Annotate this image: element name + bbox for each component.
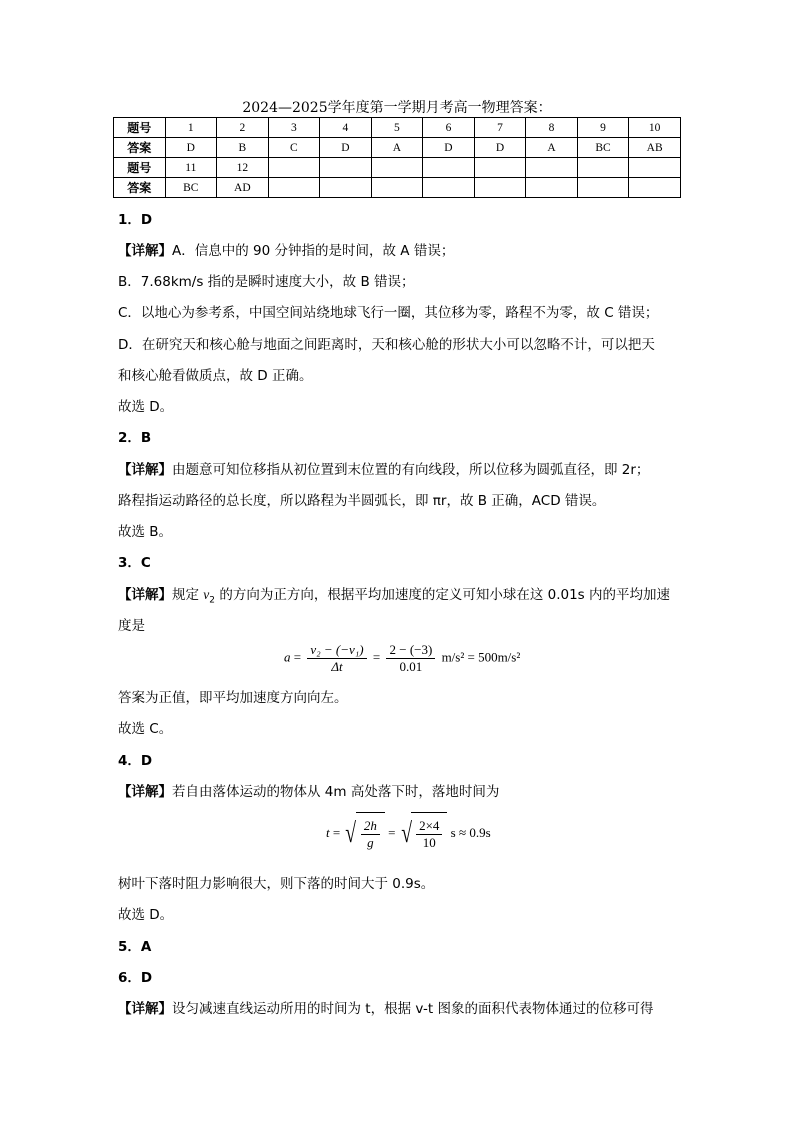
table-cell: [371, 178, 423, 198]
v-symbol: v: [203, 587, 210, 602]
sqrt-2: [399, 812, 448, 856]
fraction-1-den: Δt: [331, 659, 343, 674]
q3-1b-text: 的方向为正方向，根据平均加速度的定义可知小球在这 0.01s 内的平均加速: [215, 587, 670, 603]
fraction-1-num: v₂ − (−v₁): [307, 642, 366, 659]
formula-tail: s ≈ 0.9s: [450, 824, 491, 840]
q1-heading: 1．D: [118, 212, 153, 228]
table-cell: 9: [577, 118, 629, 138]
fraction-3: [361, 818, 380, 851]
q3-heading: 3．C: [118, 555, 151, 571]
q1-explanation-d2: 和核心舱看做质点，故 D 正确。: [118, 368, 313, 384]
table-cell: [577, 158, 629, 178]
fraction-2-num: 2 − (−3): [386, 642, 435, 659]
table-cell: D: [320, 138, 372, 158]
fraction-4-den: 10: [422, 835, 436, 850]
table-cell: [423, 178, 475, 198]
table-cell: A: [526, 138, 578, 158]
fraction-2-den: 0.01: [399, 659, 423, 674]
q3-explanation-3: 答案为正值，即平均加速度方向向左。: [118, 690, 348, 706]
fraction-4: [416, 818, 442, 851]
sqrt-1-body: [356, 812, 385, 856]
q4-explanation-2: 树叶下落时阻力影响很大，则下落的时间大于 0.9s。: [118, 876, 435, 892]
q2-explanation-2: 路程指运动路径的总长度，所以路程为半圆弧长，即 πr，故 B 正确，ACD 错误。: [118, 493, 606, 509]
table-cell: D: [165, 138, 217, 158]
table-cell: 4: [320, 118, 372, 138]
q3-explanation-2: 度是: [118, 618, 145, 634]
table-cell: C: [268, 138, 320, 158]
table-cell: AD: [217, 178, 269, 198]
table-row: [114, 118, 681, 138]
table-cell: [577, 178, 629, 198]
fraction-3-num: 2h: [361, 818, 380, 835]
table-row: [114, 138, 681, 158]
q1-explanation-d1: D．在研究天和核心舱与地面之间距离时，天和核心舱的形状大小可以忽略不计，可以把天: [118, 337, 655, 353]
table-cell: 8: [526, 118, 578, 138]
table-cell: 6: [423, 118, 475, 138]
table-cell: A: [371, 138, 423, 158]
row-label: 题号: [114, 158, 166, 178]
q5-heading: 5．A: [118, 939, 152, 955]
table-cell: AB: [629, 138, 681, 158]
table-cell: [526, 178, 578, 198]
table-cell: [423, 158, 475, 178]
q2-heading: 2．B: [118, 430, 152, 446]
table-cell: B: [217, 138, 269, 158]
row-label: 题号: [114, 118, 166, 138]
table-cell: 12: [217, 158, 269, 178]
formula-eq: =: [372, 649, 381, 665]
sqrt-2-body: [411, 812, 447, 856]
formula-tail: m/s² = 500m/s²: [441, 649, 521, 665]
row-label: 答案: [114, 138, 166, 158]
q3-1a-text: 规定: [172, 587, 204, 603]
radical-sign: √: [400, 818, 412, 849]
answer-table: [113, 117, 681, 198]
q3-formula: [284, 642, 520, 675]
table-cell: D: [474, 138, 526, 158]
fraction-1: [307, 642, 366, 675]
formula-eq: =: [293, 649, 302, 665]
detail-tag: 【详解】: [118, 462, 172, 478]
q4-heading: 4．D: [118, 753, 153, 769]
q2-choice: 故选 B。: [118, 524, 173, 540]
table-cell: BC: [577, 138, 629, 158]
detail-tag: 【详解】: [118, 587, 172, 603]
radical-sign: √: [345, 818, 357, 849]
v-subscript: 2: [209, 595, 216, 606]
table-cell: [474, 178, 526, 198]
detail-tag: 【详解】: [118, 1001, 172, 1017]
table-cell: 10: [629, 118, 681, 138]
fraction-4-num: 2×4: [416, 818, 442, 835]
table-cell: [629, 158, 681, 178]
q1-a-text: A．信息中的 90 分钟指的是时间，故 A 错误；: [172, 243, 455, 259]
detail-tag: 【详解】: [118, 784, 172, 800]
table-cell: 11: [165, 158, 217, 178]
table-cell: 7: [474, 118, 526, 138]
table-cell: [629, 178, 681, 198]
q2-explanation-1: [118, 460, 649, 480]
table-cell: [526, 158, 578, 178]
detail-tag: 【详解】: [118, 243, 172, 259]
table-cell: [371, 158, 423, 178]
table-cell: 5: [371, 118, 423, 138]
q4-explanation-1: [118, 782, 499, 802]
q6-heading: 6．D: [118, 970, 153, 986]
table-cell: [268, 158, 320, 178]
table-cell: 3: [268, 118, 320, 138]
formula-t: t: [326, 824, 330, 840]
q4-1-text: 若自由落体运动的物体从 4m 高处落下时，落地时间为: [172, 784, 500, 800]
q1-choice: 故选 D。: [118, 399, 174, 415]
table-row: [114, 158, 681, 178]
q1-explanation-c: C．以地心为参考系，中国空间站绕地球飞行一圈，其位移为零，路程不为零，故 C 错误；: [118, 305, 659, 321]
q4-choice: 故选 D。: [118, 907, 174, 923]
q3-explanation-1: [118, 585, 670, 611]
fraction-3-den: g: [367, 835, 374, 850]
table-cell: [474, 158, 526, 178]
q1-explanation-a: [118, 241, 454, 261]
q3-choice: 故选 C。: [118, 721, 173, 737]
page-title: 2024—2025学年度第一学期月考高一物理答案：: [242, 100, 552, 116]
table-cell: 1: [165, 118, 217, 138]
table-cell: D: [423, 138, 475, 158]
table-cell: 2: [217, 118, 269, 138]
table-cell: [320, 158, 372, 178]
table-cell: [268, 178, 320, 198]
q6-explanation-1: [118, 999, 653, 1019]
formula-eq: =: [332, 824, 341, 840]
formula-a: a: [284, 649, 291, 665]
table-cell: [320, 178, 372, 198]
q2-1-text: 由题意可知位移指从初位置到末位置的有向线段，所以位移为圆弧直径，即 2r；: [172, 462, 650, 478]
formula-eq: =: [388, 824, 396, 840]
fraction-2: [386, 642, 435, 675]
table-row: [114, 178, 681, 198]
q6-1-text: 设匀减速直线运动所用的时间为 t，根据 v-t 图象的面积代表物体通过的位移可得: [172, 1001, 654, 1017]
row-label: 答案: [114, 178, 166, 198]
q4-formula: [326, 812, 491, 856]
q1-explanation-b: B．7.68km/s 指的是瞬时速度大小，故 B 错误；: [118, 274, 415, 290]
table-cell: BC: [165, 178, 217, 198]
sqrt-1: [343, 812, 384, 856]
